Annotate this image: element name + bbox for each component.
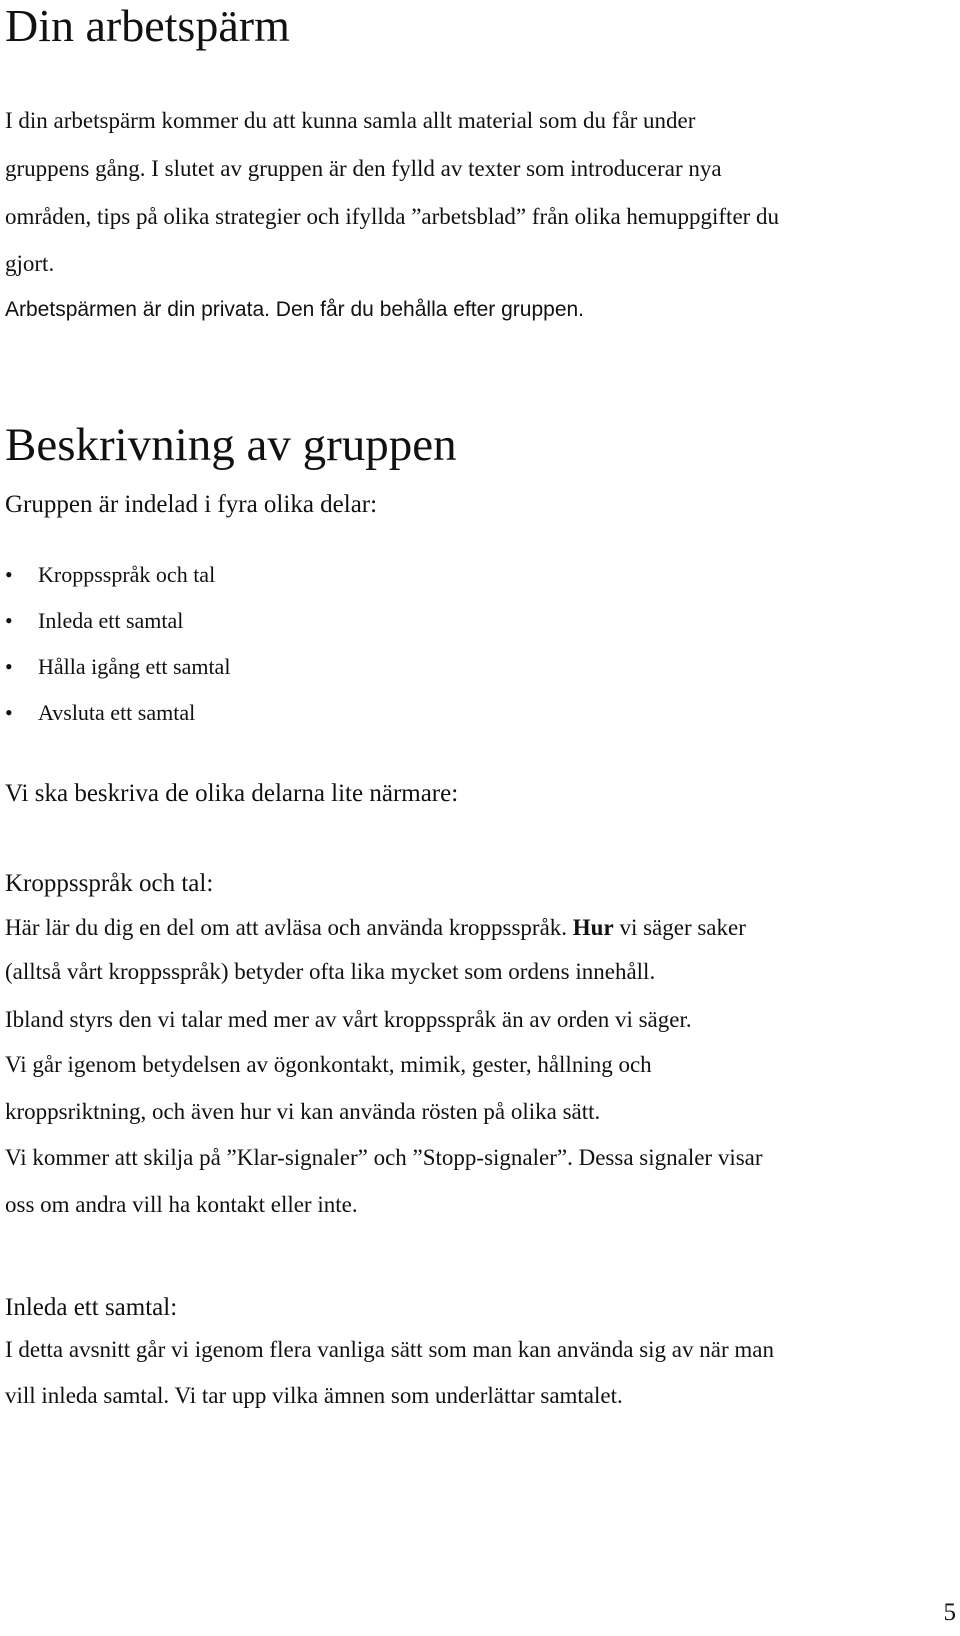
subsection-title: Inleda ett samtal: bbox=[5, 1294, 178, 1321]
paragraph-line: (alltså vårt kroppsspråk) betyder ofta lika mycket som ordens innehåll. bbox=[5, 959, 656, 984]
subsection-title: Kroppsspråk och tal: bbox=[5, 870, 214, 897]
section-heading: Beskrivning av gruppen bbox=[5, 419, 457, 471]
describe-intro: Vi ska beskriva de olika delarna lite närmare: bbox=[5, 780, 459, 807]
list-item-text: Kroppsspråk och tal bbox=[38, 562, 216, 587]
paragraph-text: vi säger saker bbox=[613, 915, 746, 940]
intro-line: I din arbetspärm kommer du att kunna samla allt material som du får under bbox=[5, 108, 696, 133]
paragraph-text: Här lär du dig en del om att avläsa och använda kroppsspråk. bbox=[5, 915, 568, 940]
paragraph-line: kroppsriktning, och även hur vi kan använda rösten på olika sätt. bbox=[5, 1099, 601, 1124]
bullet-icon: • bbox=[5, 700, 13, 725]
paragraph-line: Vi går igenom betydelsen av ögonkontakt, mimik, gester, hållning och bbox=[5, 1052, 652, 1077]
paragraph-line bbox=[5, 913, 746, 943]
paragraph-line: I detta avsnitt går vi igenom flera vanliga sätt som man kan använda sig av när man bbox=[5, 1337, 774, 1362]
intro-line: gjort. bbox=[5, 251, 55, 276]
parts-intro: Gruppen är indelad i fyra olika delar: bbox=[5, 491, 378, 518]
paragraph-line: Vi kommer att skilja på ”Klar-signaler” och ”Stopp-signaler”. Dessa signaler visar bbox=[5, 1145, 763, 1170]
page-number: 5 bbox=[943, 1599, 956, 1626]
bullet-icon: • bbox=[5, 608, 13, 633]
bullet-icon: • bbox=[5, 562, 13, 587]
bullet-icon: • bbox=[5, 654, 13, 679]
paragraph-line: Ibland styrs den vi talar med mer av vårt kroppsspråk än av orden vi säger. bbox=[5, 1007, 692, 1032]
paragraph-line: oss om andra vill ha kontakt eller inte. bbox=[5, 1192, 358, 1217]
private-note: Arbetspärmen är din privata. Den får du behålla efter gruppen. bbox=[5, 298, 585, 321]
intro-line: områden, tips på olika strategier och ifyllda ”arbetsblad” från olika hemuppgifter du bbox=[5, 204, 780, 229]
emphasis-text: Hur bbox=[572, 915, 614, 940]
intro-line: gruppens gång. I slutet av gruppen är den fylld av texter som introducerar nya bbox=[5, 156, 722, 181]
paragraph-line: vill inleda samtal. Vi tar upp vilka ämnen som underlättar samtalet. bbox=[5, 1383, 623, 1408]
list-item-text: Avsluta ett samtal bbox=[38, 700, 196, 725]
list-item-text: Hålla igång ett samtal bbox=[38, 654, 231, 679]
page-title: Din arbetspärm bbox=[5, 0, 290, 51]
list-item-text: Inleda ett samtal bbox=[38, 608, 184, 633]
